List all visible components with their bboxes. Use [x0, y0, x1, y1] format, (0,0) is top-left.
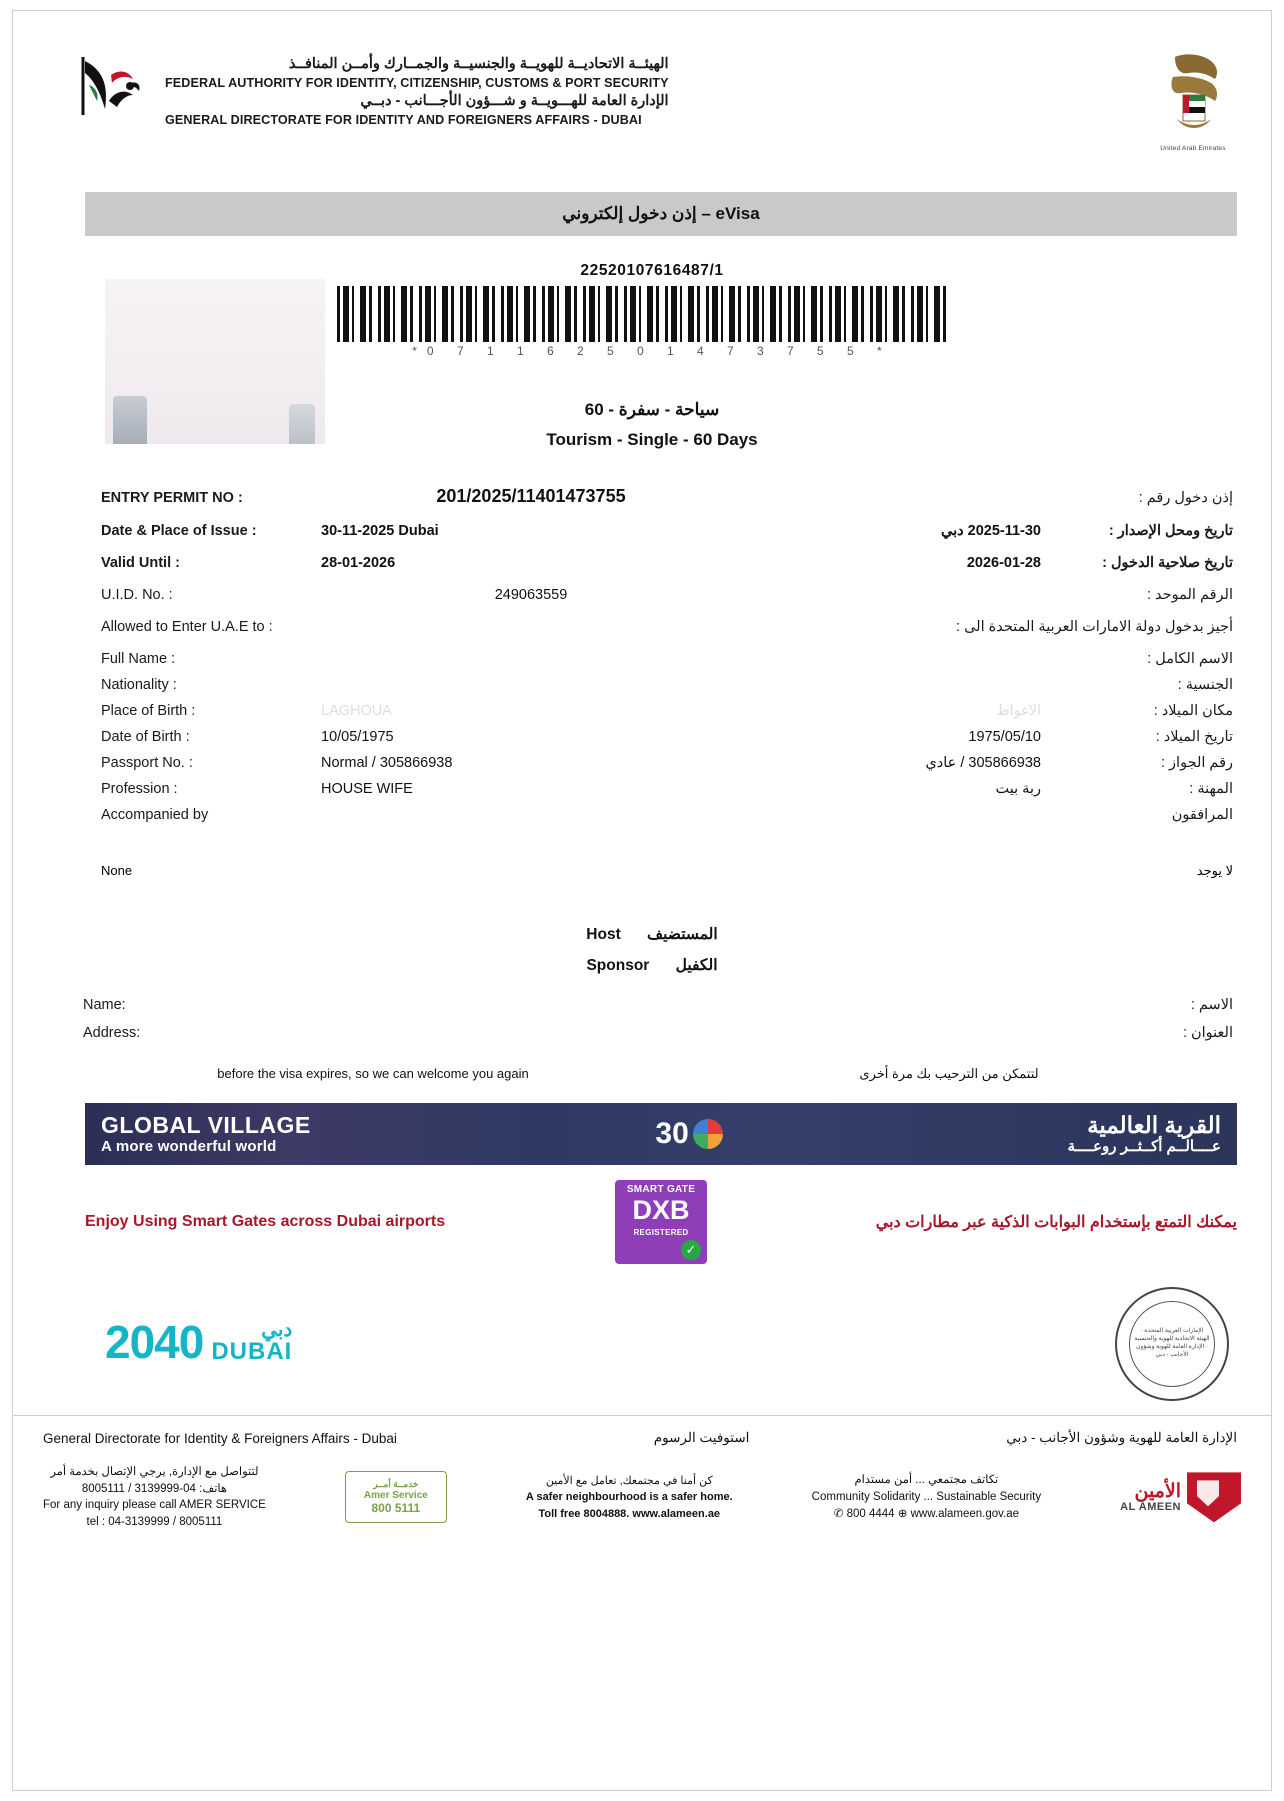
dubai-2040-word-en: DUBAI — [211, 1338, 293, 1365]
label-uid-ar: الرقم الموحد : — [1146, 587, 1233, 603]
amer-contact-en-1: For any inquiry please call AMER SERVICE — [43, 1499, 266, 1512]
safety-message-en-1: A safer neighbourhood is a safer home. — [525, 1491, 733, 1504]
label-valid-until-ar: تاريخ صلاحية الدخول : — [1102, 555, 1233, 571]
falcon-logo-icon — [75, 51, 149, 123]
label-entry-permit-en: ENTRY PERMIT NO : — [101, 490, 243, 506]
alameen-tagline-ar: تكاتف مجتمعي ... أمن مستدام — [854, 1474, 999, 1487]
footer-left-en: General Directorate for Identity & Foreigners Affairs - Dubai — [43, 1430, 397, 1446]
label-accompanied-by-en: Accompanied by — [101, 807, 209, 823]
label-accompanied-by-ar: المرافقون — [1171, 807, 1233, 823]
value-passport: Normal / 305866938 — [321, 755, 453, 771]
label-allowed-enter-en: Allowed to Enter U.A.E to : — [101, 619, 273, 635]
value-issue-ar: 2025-11-30 دبي — [941, 523, 1041, 539]
smart-gate-text-ar: يمكنك التمتع بإستخدام البوابات الذكية عبر مطارات دبي — [875, 1214, 1237, 1231]
label-allowed-enter-ar: أجيز بدخول دولة الامارات العربية المتحدة الى : — [956, 619, 1233, 635]
field-row-issue — [101, 523, 1233, 539]
alameen-website[interactable]: www.alameen.gov.ae — [910, 1507, 1020, 1520]
label-profession-en: Profession : — [101, 781, 178, 797]
header-text — [165, 51, 669, 129]
notice-text-ar: لتتمكن من الترحيب بك مرة أخرى — [661, 1053, 1237, 1095]
footer-bottom — [13, 1446, 1271, 1531]
label-passport-en: Passport No. : — [101, 755, 193, 771]
label-nationality-ar: الجنسية : — [1177, 677, 1233, 693]
dubai-2040-number: 2040 — [105, 1316, 204, 1368]
value-date-of-birth-ar: 1975/05/10 — [968, 729, 1041, 745]
bottom-marks — [105, 1287, 1237, 1397]
footer-right-ar: الإدارة العامة للهوية وشؤون الأجانب - دبي — [1006, 1430, 1237, 1445]
evisa-title-bar: إذن دخول إلكتروني – eVisa — [85, 192, 1237, 236]
value-uid: 249063559 — [494, 587, 568, 603]
host-name-row — [83, 997, 1233, 1013]
global-village-title-ar: القرية العالمية — [1087, 1111, 1221, 1138]
smart-gate-badge-top: SMART GATE — [626, 1184, 696, 1195]
amer-service-logo — [345, 1471, 447, 1523]
barcode-image — [337, 286, 947, 342]
global-village-sub-ar: عــــالــم أكــثــر روعــــة — [1067, 1138, 1221, 1156]
amer-contact-en-2: tel : 04-3139999 / 8005111 — [86, 1516, 223, 1529]
label-passport-ar: رقم الجواز : — [1161, 755, 1233, 771]
global-village-right — [1067, 1113, 1221, 1155]
amer-contact-block — [43, 1464, 266, 1531]
applicant-photo — [105, 279, 325, 444]
globe-icon — [693, 1119, 723, 1149]
label-uid-en: U.I.D. No. : — [101, 587, 173, 603]
dubai-2040-logo — [105, 1315, 292, 1369]
sponsor-label-en: Sponsor — [586, 957, 650, 974]
host-sponsor-block — [13, 925, 1271, 975]
visa-sheet — [12, 10, 1272, 1791]
field-row-entry-permit — [101, 486, 1233, 507]
phone-icon: ✆ — [833, 1507, 844, 1520]
label-full-name-ar: الاسم الكامل : — [1147, 651, 1233, 667]
accompanied-none-row — [13, 863, 1271, 879]
global-village-left — [101, 1113, 311, 1154]
accompanied-none-ar: لا يوجد — [1196, 863, 1233, 878]
amer-contact-ar-2: هاتف: 04-3139999 / 8005111 — [81, 1482, 228, 1495]
alameen-shield-icon — [1187, 1472, 1241, 1522]
value-place-of-birth-ar: الاغواط — [996, 703, 1041, 719]
smart-gate-strip — [85, 1179, 1237, 1265]
dubai-2040-word-ar: دبي — [261, 1319, 293, 1341]
document-header — [13, 11, 1271, 152]
alameen-tagline-block — [812, 1472, 1041, 1522]
host-line — [33, 925, 1271, 944]
label-place-of-birth-ar: مكان الميلاد : — [1153, 703, 1233, 719]
label-full-name-en: Full Name : — [101, 651, 176, 667]
label-date-of-birth-en: Date of Birth : — [101, 729, 190, 745]
label-place-of-birth-en: Place of Birth : — [101, 703, 196, 719]
smart-gate-badge-icon — [615, 1180, 707, 1264]
smart-gate-badge-bottom: REGISTERED — [633, 1228, 689, 1237]
alameen-name-en: AL AMEEN — [1120, 1500, 1181, 1513]
amer-logo-ar: خدمــة أمــر — [373, 1479, 419, 1490]
smart-gate-text-en: Enjoy Using Smart Gates across Dubai airports — [85, 1213, 446, 1230]
visa-type-arabic: سياحة - سفرة - 60 — [584, 400, 720, 419]
host-fields — [13, 997, 1271, 1041]
seal-text: الإمارات العربية المتحدة · الهيئة الاتحادية للهوية والجنسية · الإدارة العامة للهوية وشؤون الأجانب - دبي — [1129, 1301, 1215, 1387]
field-row-valid-until — [101, 555, 1233, 571]
safety-message-ar: كن أمنا في مجتمعك, تعامل مع الأمين — [545, 1474, 713, 1487]
alameen-logo-text — [1120, 1482, 1181, 1513]
alameen-name-ar: الأمين — [1134, 1480, 1181, 1502]
value-valid-until-ar: 2026-01-28 — [966, 555, 1041, 571]
value-passport-ar: 305866938 / عادي — [925, 755, 1041, 771]
visa-type-english: Tourism - Single - 60 Days — [546, 430, 758, 449]
field-row-full-name — [101, 651, 1233, 667]
smart-gate-badge-main: DXB — [632, 1195, 690, 1225]
sponsor-line — [33, 956, 1271, 975]
field-row-nationality — [101, 677, 1233, 693]
alameen-logo — [1120, 1472, 1241, 1522]
visa-notice-strip — [85, 1053, 1237, 1095]
amer-logo-en: Amer Service — [363, 1490, 428, 1502]
label-nationality-en: Nationality : — [101, 677, 177, 693]
amer-contact-ar-1: لتتواصل مع الإدارة, يرجي الإتصال بخدمة أمر — [50, 1466, 259, 1478]
alameen-contact — [812, 1506, 1041, 1523]
dubai-2040-word — [211, 1320, 292, 1364]
field-row-allowed-enter — [101, 619, 1233, 635]
label-valid-until-en: Valid Until : — [101, 555, 180, 571]
global-village-sub-en: A more wonderful world — [101, 1137, 277, 1155]
value-issue: 30-11-2025 Dubai — [321, 523, 439, 539]
directorate-name-ar: الإدارة العامة للهـــويــة و شـــؤون الأجـــانب - دبــي — [360, 93, 669, 110]
directorate-name-en: GENERAL DIRECTORATE FOR IDENTITY AND FOREIGNERS AFFAIRS - DUBAI — [165, 112, 642, 127]
value-valid-until: 28-01-2026 — [321, 555, 396, 571]
field-row-profession — [101, 781, 1233, 797]
notice-text-en: before the visa expires, so we can welcome you again — [85, 1053, 661, 1095]
host-address-label-en: Address: — [83, 1025, 141, 1041]
value-profession-ar: ربة بيت — [995, 781, 1041, 797]
value-place-of-birth: LAGHOUA — [321, 703, 392, 719]
check-icon: ✓ — [681, 1240, 701, 1260]
alameen-tagline-en: Community Solidarity ... Sustainable Security — [811, 1491, 1042, 1503]
footer-row — [13, 1416, 1271, 1446]
host-address-label-ar: العنوان : — [1182, 1025, 1233, 1041]
barcode-digits: *0 7 1 1 6 2 5 0 1 4 7 3 7 5 5 * — [412, 344, 892, 358]
host-name-label-en: Name: — [83, 997, 126, 1013]
field-row-passport — [101, 755, 1233, 771]
value-date-of-birth: 10/05/1975 — [321, 729, 394, 745]
field-row-uid — [101, 587, 1233, 603]
field-row-place-of-birth — [101, 703, 1233, 719]
official-seal — [1087, 1287, 1237, 1397]
label-issue-en: Date & Place of Issue : — [101, 523, 257, 539]
safety-message-en-2: Toll free 8004888. www.alameen.ae — [538, 1507, 721, 1520]
label-issue-ar: تاريخ ومحل الإصدار : — [1108, 523, 1233, 539]
value-entry-permit: 201/2025/11401473755 — [436, 486, 626, 506]
seal-outer-ring — [1115, 1287, 1229, 1401]
fields-table — [13, 486, 1271, 823]
authority-name-en: FEDERAL AUTHORITY FOR IDENTITY, CITIZENSHIP, CUSTOMS & PORT SECURITY — [165, 75, 669, 90]
safety-message-block — [526, 1473, 733, 1523]
label-date-of-birth-ar: تاريخ الميلاد : — [1155, 729, 1233, 745]
anniversary-number: 30 — [655, 1117, 689, 1150]
global-village-anniversary — [655, 1117, 722, 1151]
global-village-banner[interactable] — [85, 1103, 1237, 1165]
amer-logo-phone: 800 5111 — [371, 1501, 421, 1516]
host-name-label-ar: الاسم : — [1190, 997, 1233, 1013]
host-address-row — [83, 1025, 1233, 1041]
authority-name-ar: الهيئــة الاتحاديــة للهويــة والجنسيــة والجمــارك وأمــن المنافــذ — [288, 56, 669, 72]
label-entry-permit-ar: إذن دخول رقم : — [1138, 490, 1233, 506]
emblem-caption: United Arab Emirates — [1160, 145, 1226, 152]
host-label-en: Host — [586, 926, 621, 943]
field-row-accompanied-by — [101, 807, 1233, 823]
sponsor-label-ar: الكفيل — [675, 957, 718, 974]
host-label-ar: المستضيف — [647, 926, 718, 943]
field-row-date-of-birth — [101, 729, 1233, 745]
global-village-title-en: GLOBAL VILLAGE — [101, 1112, 311, 1139]
accompanied-none-en: None — [101, 863, 133, 878]
barcode-number: 22520107616487/1 — [580, 262, 724, 279]
value-profession: HOUSE WIFE — [321, 781, 413, 797]
footer-center-ar: استوفيت الرسوم — [653, 1430, 750, 1445]
uae-emblem-icon — [1155, 51, 1231, 152]
globe-small-icon: ⊕ — [897, 1507, 908, 1520]
label-profession-ar: المهنة : — [1189, 781, 1233, 797]
alameen-phone: 800 4444 — [846, 1507, 895, 1520]
header-left — [75, 51, 669, 129]
